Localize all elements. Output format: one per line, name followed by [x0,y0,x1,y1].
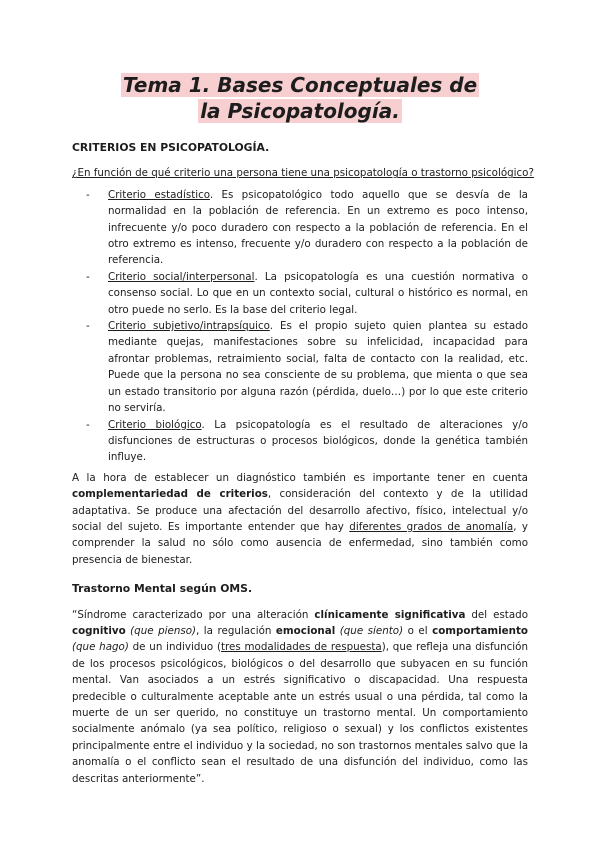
bullet-text: . La psicopatología es una cuestión normativa o consenso social. Lo que en un contexto social, cultural o histórico es normal, en otro puede no serlo. Es la base del criterio legal. [108,270,529,316]
para-bold-complementariedad: complementariedad de criterios [72,488,268,501]
bullet-text: . Es psicopatológico todo aquello que se desvía de la normalidad en la población de referencia. En un extremo es poco intenso, infrecuente y/o poco duradero con respecto a la población de referencia. En el otro extremo es intenso, frecuente y/o duradero con respecto a la población de referencia. [108,188,528,267]
quote-italic: (que pienso) [125,624,197,637]
para-underline-grados: diferentes grados de anomalía [349,520,514,533]
bullet-dash: - [86,188,90,201]
document-body [72,140,534,787]
document-title [0,72,600,124]
quote-text: de un individuo ( [128,641,221,654]
criterion-question: ¿En función de qué criterio una persona tiene una psicopatología o trastorno psicológico? [72,167,534,180]
section-heading-oms: Trastorno Mental según OMS. [72,582,253,596]
para-text: A la hora de establecer un diagnóstico también es importante tener en cuenta [72,471,528,484]
para-text: , y comprender la salud no sólo como ausencia de enfermedad, sino también como presencia de bienestar. [72,520,528,566]
bullet-text: . La psicopatología es el resultado de alteraciones y/o disfunciones de estructuras o procesos biológicos, donde la genética también influye. [108,418,528,464]
quote-bold: cognitivo [72,624,126,637]
bullet-dash: - [86,418,90,431]
bullet-criterio-social [72,269,528,318]
title-line-1: Tema 1. Bases Conceptuales de [122,73,478,97]
bullet-term: Criterio subjetivo/intrapsíquico [108,320,270,333]
paragraph-diagnostico [72,470,528,568]
quote-italic: (que hago) [72,641,129,654]
quote-italic: (que siento) [335,624,404,637]
bullet-text: . Es el propio sujeto quien plantea su estado mediante quejas, manifestaciones sobre su infelicidad, incapacidad para afrontar problemas, retraimiento social, falta de contacto con la realidad, etc. Puede que la persona no sea consciente de su problema, que mienta o que sea un estado transitorio por alguna razón (pérdida, duelo…) por lo que este criterio no serviría. [108,320,528,415]
quote-bold: emocional [275,624,336,637]
quote-bold: comportamiento [432,624,528,637]
quote-bold: clínicamente significativa [314,608,466,621]
bullet-term: Criterio social/interpersonal [108,270,255,283]
bullet-criterio-estadistico [72,187,528,269]
quote-text: o el [403,624,433,637]
bullet-dash: - [86,320,90,333]
quote-underline: tres modalidades de respuesta [221,641,382,654]
quote-text: ), que refleja una disfunción de los procesos psicológicos, biológicos o del desarrollo que subyacen en su función mental. Van asociados a un estrés significativo o discapacidad. Una respuesta predecible o culturalmente aceptable ante un estrés usual o una pérdida, tal como la muerte de un ser querido, no constituye un trastorno mental. Un comportamiento socialmente anómalo (ya sea político, religioso o sexual) y los conflictos existentes principalmente entre el individuo y la sociedad, no son trastornos mentales salvo que la anomalía o el conflicto sean el resultado de una disfunción del individuo, como las descritas anteriormente”. [72,641,528,785]
paragraph-oms-quote [72,607,528,787]
bullet-term: Criterio estadístico [108,188,210,201]
para-text: , consideración del contexto y de la utilidad adaptativa. Se produce una afectación del desarrollo afectivo, físico, intelectual y/o social del sujeto. Es importante entender que hay [72,488,529,533]
bullet-dash: - [86,270,90,283]
bullet-criterio-biologico [72,417,528,466]
section-heading-criterios: CRITERIOS EN PSICOPATOLOGÍA. [72,141,270,154]
title-line-2: la Psicopatología. [200,99,400,123]
quote-text: del estado [465,608,528,621]
bullet-criterio-subjetivo [72,318,528,416]
bullet-term: Criterio biológico [108,418,202,431]
quote-text: “Síndrome caracterizado por una alteración [72,608,315,621]
quote-text: , la regulación [196,624,276,637]
